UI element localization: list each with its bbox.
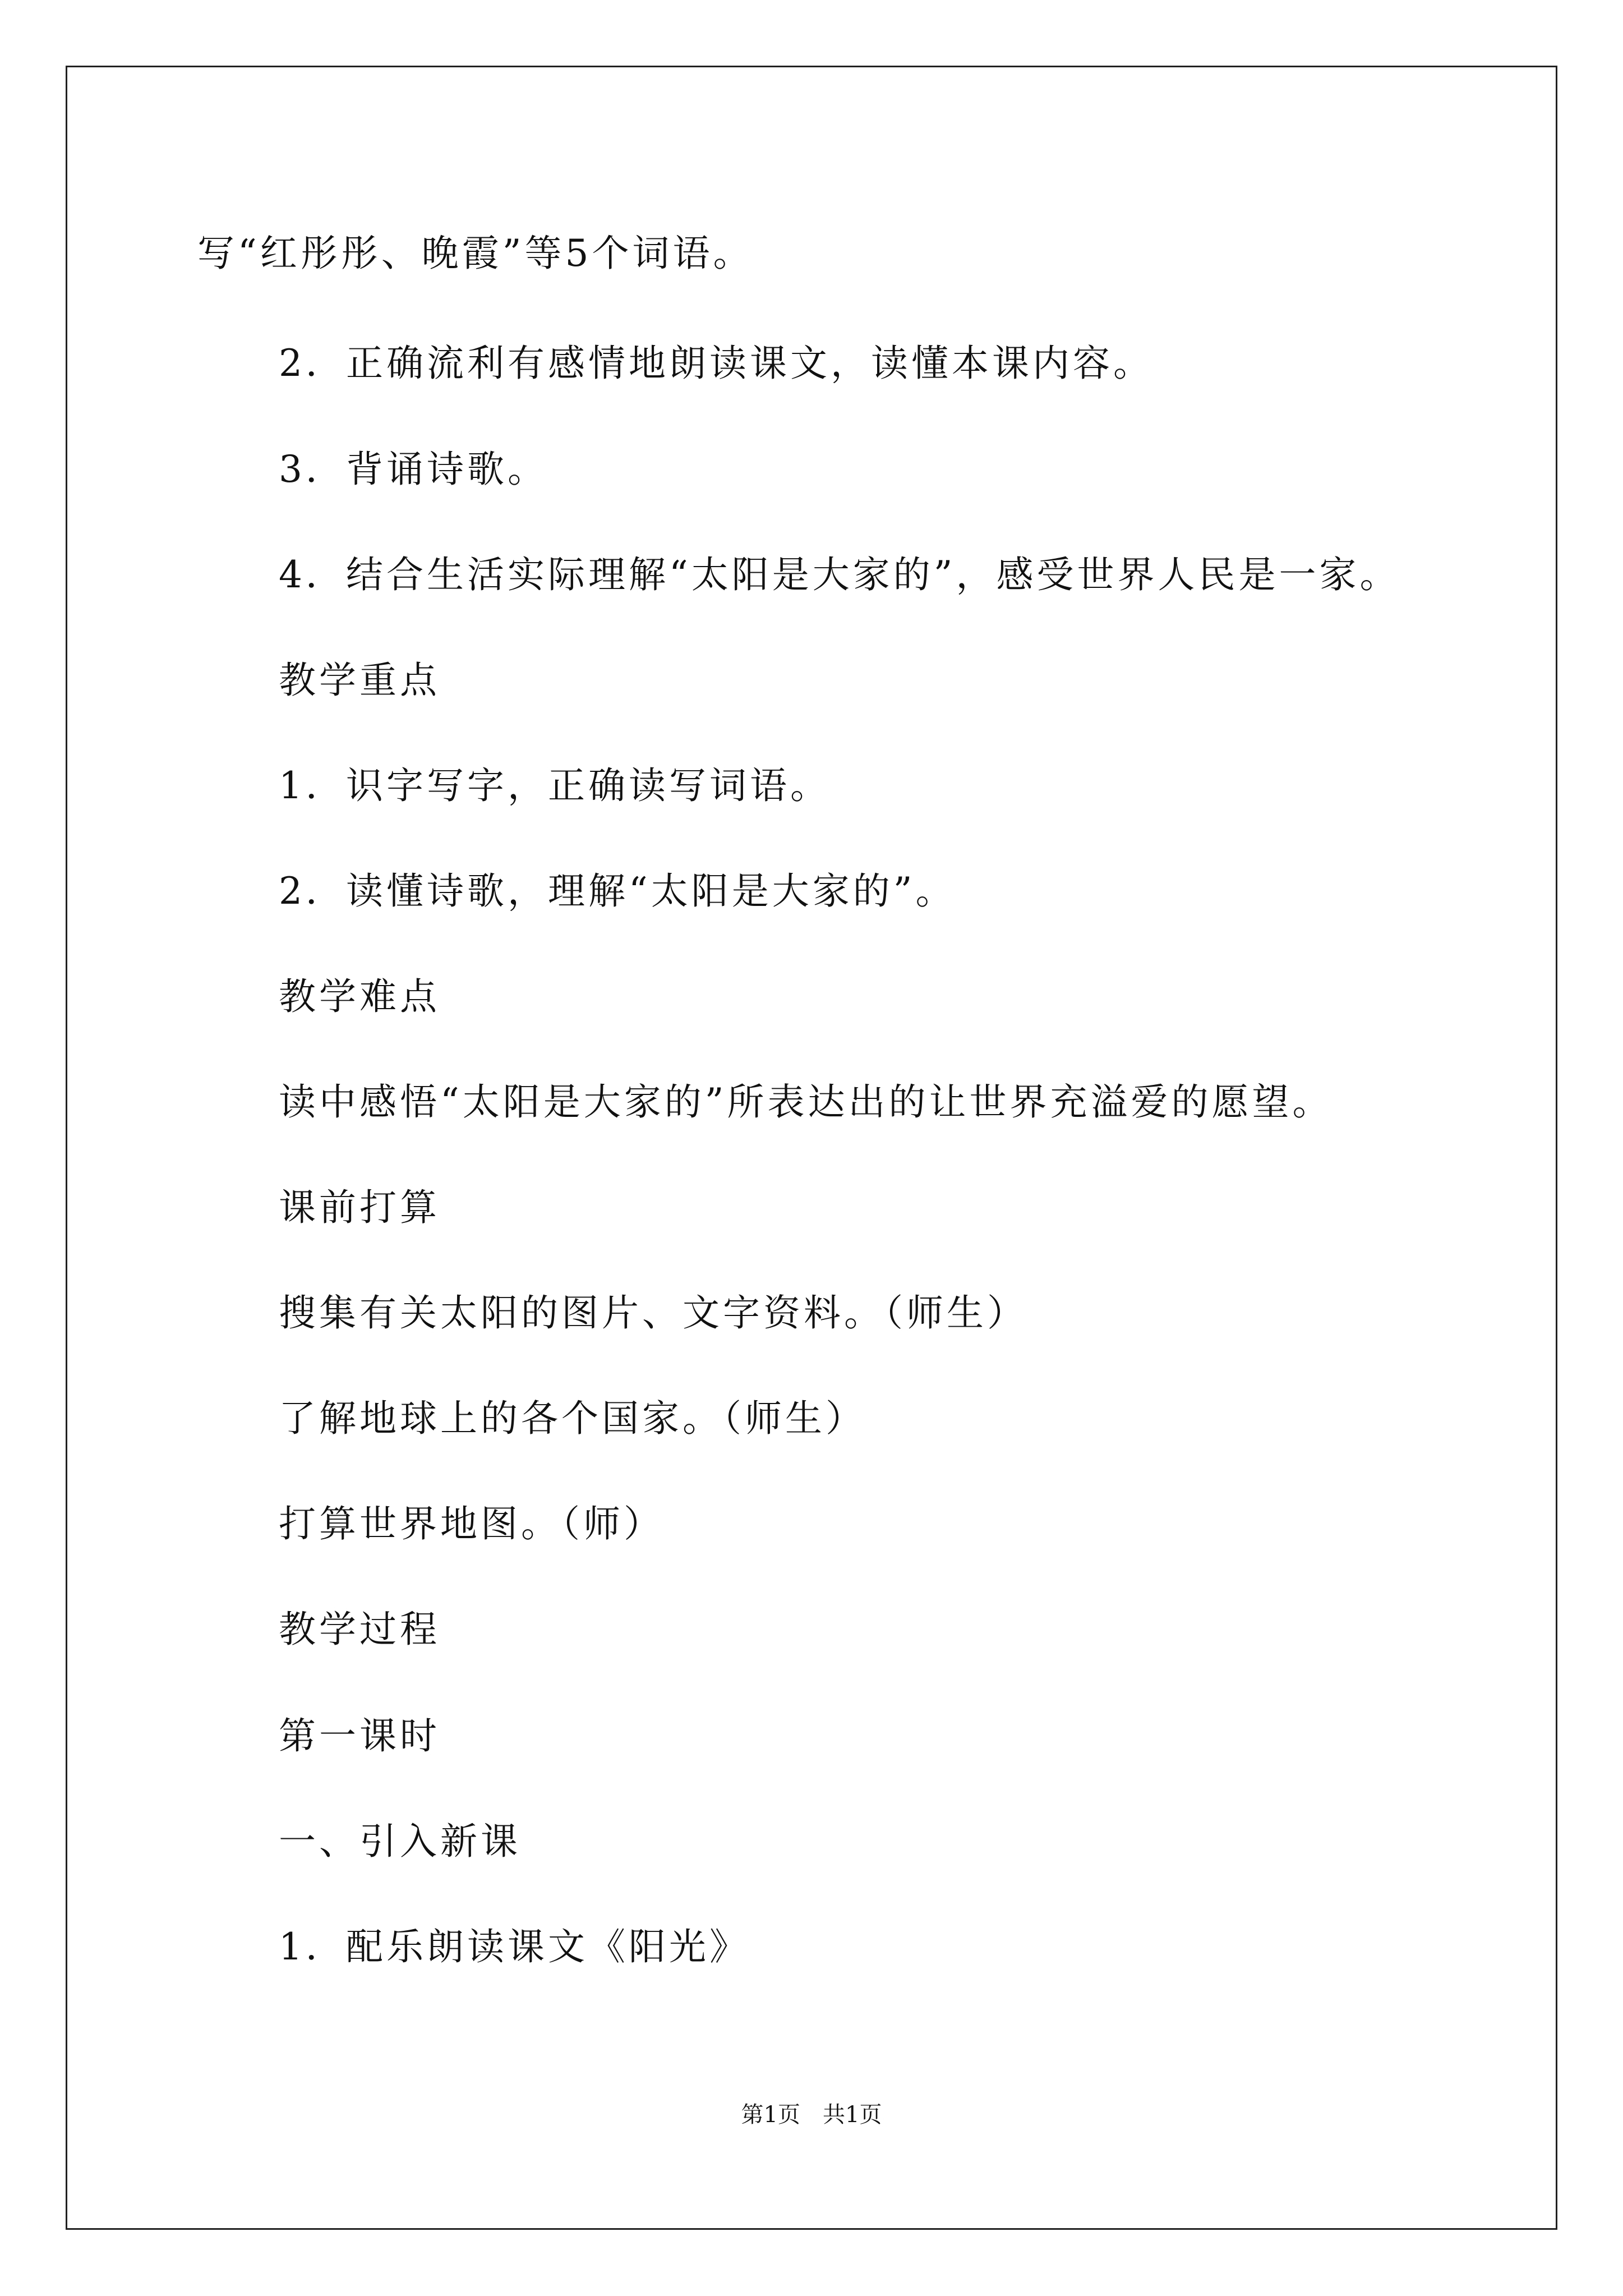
page-footer: 第1页 共1页 [741,2102,882,2128]
paragraph-line-12: 了解地球上的各个国家。（师生） [279,1397,866,1440]
paragraph-line-9: 读中感悟“太阳是大家的”所表达出的让世界充溢爱的愿望。 [279,1080,1333,1124]
paragraph-line-13: 打算世界地图。（师） [279,1502,664,1545]
section-heading-first-lesson: 第一课时 [279,1714,440,1757]
paragraph-line-7: 2．读懂诗歌，理解“太阳是大家的”。 [279,869,956,913]
paragraph-line-11: 搜集有关太阳的图片、文字资料。（师生） [279,1291,1027,1335]
section-heading-introduction: 一、引入新课 [279,1820,521,1863]
paragraph-line-6: 1．识字写字，正确读写词语。 [279,764,831,807]
section-heading-difficulties: 教学难点 [279,975,440,1018]
paragraph-line-3: 3．背诵诗歌。 [279,448,548,491]
paragraph-line-4: 4．结合生活实际理解“太阳是大家的”，感受世界人民是一家。 [279,553,1400,596]
section-heading-preparation: 课前打算 [279,1186,440,1229]
section-heading-process: 教学过程 [279,1608,440,1651]
paragraph-line-2: 2．正确流利有感情地朗读课文，读懂本课内容。 [279,342,1154,385]
section-heading-key-points: 教学重点 [279,659,440,702]
paragraph-line-1: 写“红彤彤、晚霞”等5个词语。 [197,232,754,275]
paragraph-line-17: 1．配乐朗读课文《阳光》 [279,1925,750,1968]
page-border [66,66,1557,2230]
